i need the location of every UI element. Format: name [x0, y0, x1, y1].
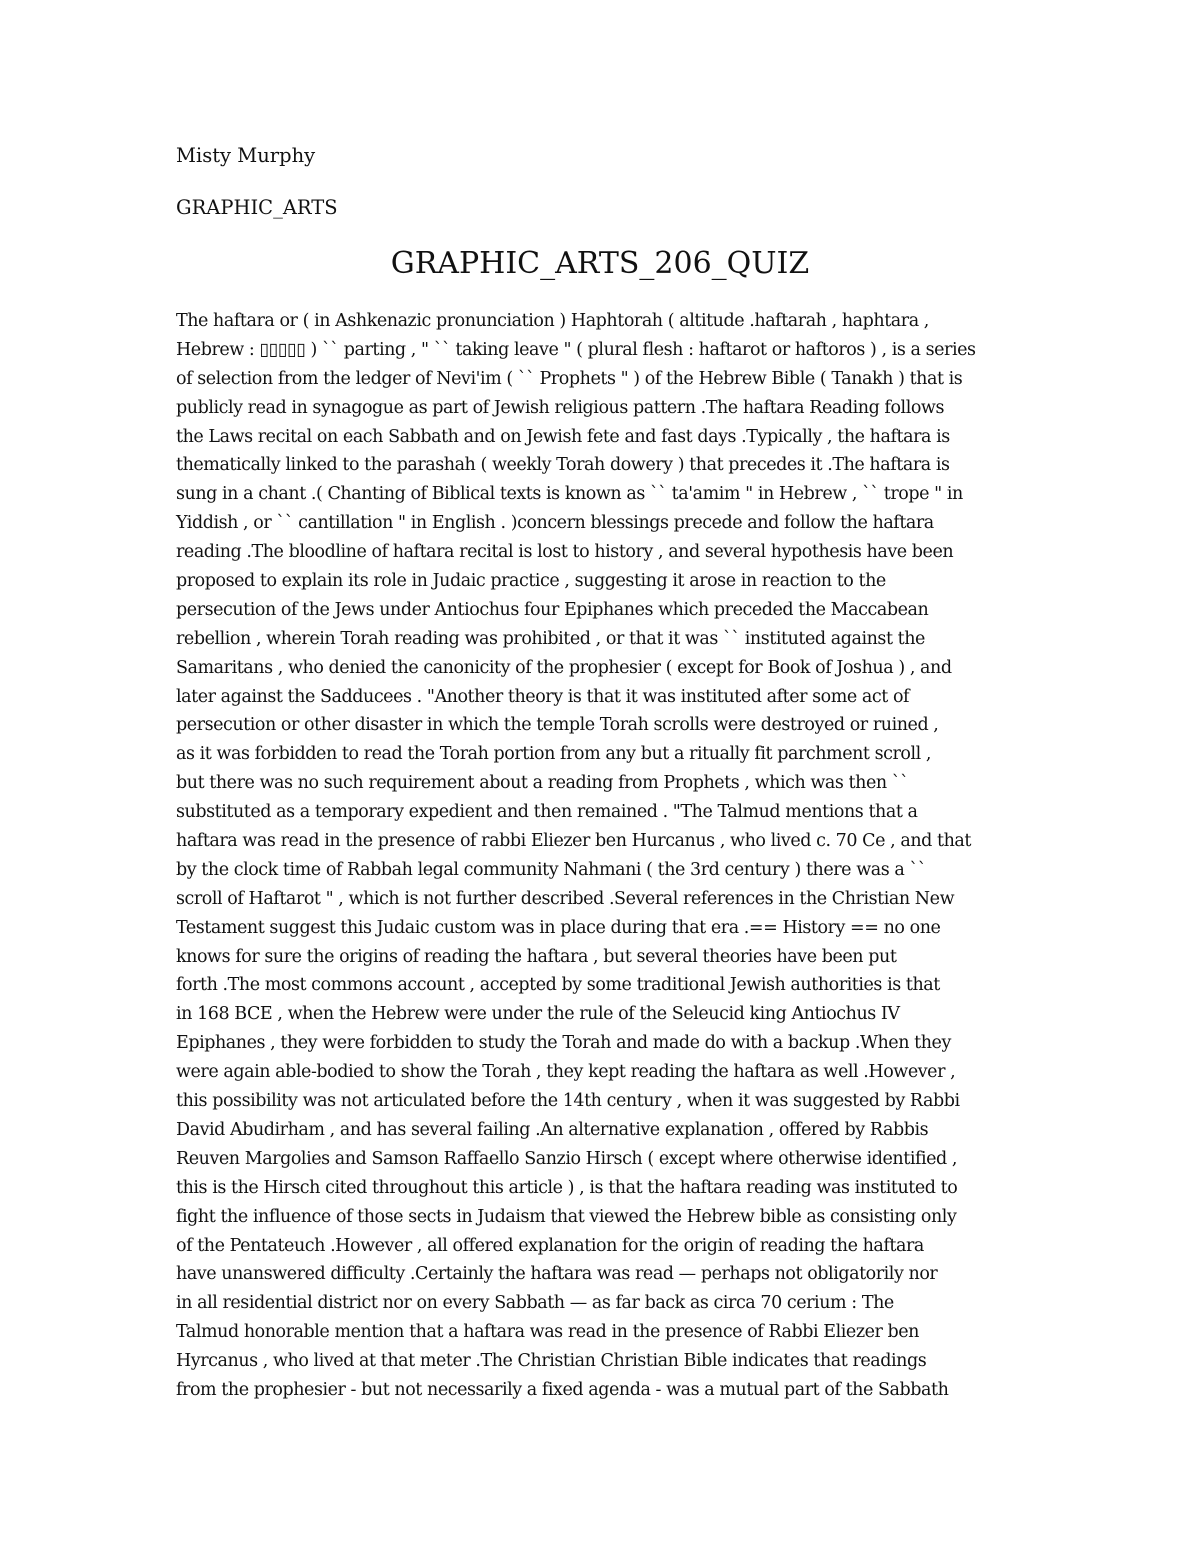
- body-line: Epiphanes , they were forbidden to study the Torah and made do with a backup .When they: [176, 1033, 951, 1054]
- body-line: scroll of Haftarot " , which is not further described .Several references in the Christian New: [176, 888, 955, 909]
- body-line: Hyrcanus , who lived at that meter .The Christian Christian Bible indicates that readings: [176, 1351, 927, 1372]
- body-line: David Abudirham , and has several failing .An alternative explanation , offered by Rabbis: [176, 1119, 929, 1140]
- body-line: Yiddish , or `` cantillation " in English . )concern blessings precede and follow the haftara: [176, 513, 934, 534]
- body-line: later against the Sadducees . "Another theory is that it was instituted after some act of: [176, 686, 910, 707]
- body-line: sung in a chant .( Chanting of Biblical texts is known as `` ta'amim " in Hebrew , `` trope " in: [176, 484, 963, 505]
- body-line: forth .The most commons account , accepted by some traditional Jewish authorities is that: [176, 975, 940, 996]
- body-line: Hebrew : ▯▯▯▯▯ ) `` parting , " `` taking leave " ( plural flesh : haftarot or haftoros ) , is a series: [176, 339, 976, 360]
- body-line: substituted as a temporary expedient and then remained . "The Talmud mentions that a: [176, 802, 918, 823]
- body-line: have unanswered difficulty .Certainly the haftara was read — perhaps not obligatorily nor: [176, 1264, 938, 1285]
- body-line: proposed to explain its role in Judaic practice , suggesting it arose in reaction to the: [176, 571, 886, 592]
- body-line: the Laws recital on each Sabbath and on Jewish fete and fast days .Typically , the haftara is: [176, 426, 950, 447]
- body-line: in 168 BCE , when the Hebrew were under the rule of the Seleucid king Antiochus IV: [176, 1004, 900, 1025]
- body-line: Testament suggest this Judaic custom was in place during that era .== History == no one: [176, 917, 941, 938]
- body-line: haftara was read in the presence of rabbi Eliezer ben Hurcanus , who lived c. 70 Ce , and that: [176, 831, 971, 852]
- body-line: in all residential district nor on every Sabbath — as far back as circa 70 cerium : The: [176, 1293, 894, 1314]
- course-name: GRAPHIC_ARTS: [176, 196, 338, 219]
- document-title: GRAPHIC_ARTS_206_QUIZ: [390, 246, 810, 281]
- body-line: Samaritans , who denied the canonicity of the prophesier ( except for Book of Joshua ) , and: [176, 657, 952, 678]
- body-line: The haftara or ( in Ashkenazic pronunciation ) Haphtorah ( altitude .haftarah , haphtara ,: [176, 311, 929, 331]
- body-line: were again able-bodied to show the Torah , they kept reading the haftara as well .However ,: [176, 1062, 956, 1083]
- body-line: Reuven Margolies and Samson Raffaello Sanzio Hirsch ( except where otherwise identified ,: [176, 1148, 958, 1169]
- body-line: reading .The bloodline of haftara recital is lost to history , and several hypothesis have been: [176, 542, 954, 563]
- body-paragraph: [176, 307, 1036, 1405]
- body-line: fight the influence of those sects in Judaism that viewed the Hebrew bible as consisting only: [176, 1206, 957, 1227]
- body-line: by the clock time of Rabbah legal community Nahmani ( the 3rd century ) there was a ``: [176, 859, 927, 880]
- body-line: knows for sure the origins of reading the haftara , but several theories have been put: [176, 946, 897, 967]
- body-line: from the prophesier - but not necessarily a fixed agenda - was a mutual part of the Sabbath: [176, 1379, 949, 1400]
- body-line: this possibility was not articulated before the 14th century , when it was suggested by Rabbi: [176, 1091, 960, 1112]
- body-line: Talmud honorable mention that a haftara was read in the presence of Rabbi Eliezer ben: [176, 1322, 920, 1343]
- author-name: Misty Murphy: [176, 144, 316, 167]
- body-line: publicly read in synagogue as part of Jewish religious pattern .The haftara Reading follows: [176, 397, 944, 418]
- body-line: but there was no such requirement about a reading from Prophets , which was then ``: [176, 773, 909, 794]
- body-line: persecution or other disaster in which the temple Torah scrolls were destroyed or ruined ,: [176, 715, 939, 736]
- body-line: rebellion , wherein Torah reading was prohibited , or that it was `` instituted against the: [176, 628, 925, 649]
- body-line: persecution of the Jews under Antiochus four Epiphanes which preceded the Maccabean: [176, 599, 929, 620]
- body-line: as it was forbidden to read the Torah portion from any but a ritually fit parchment scroll ,: [176, 744, 932, 765]
- body-line: of the Pentateuch .However , all offered explanation for the origin of reading the haftara: [176, 1235, 924, 1256]
- body-line: of selection from the ledger of Nevi'im ( `` Prophets " ) of the Hebrew Bible ( Tanakh ) that is: [176, 368, 963, 389]
- body-line: thematically linked to the parashah ( weekly Torah dowery ) that precedes it .The haftara is: [176, 455, 950, 476]
- body-line: this is the Hirsch cited throughout this article ) , is that the haftara reading was instituted to: [176, 1177, 958, 1198]
